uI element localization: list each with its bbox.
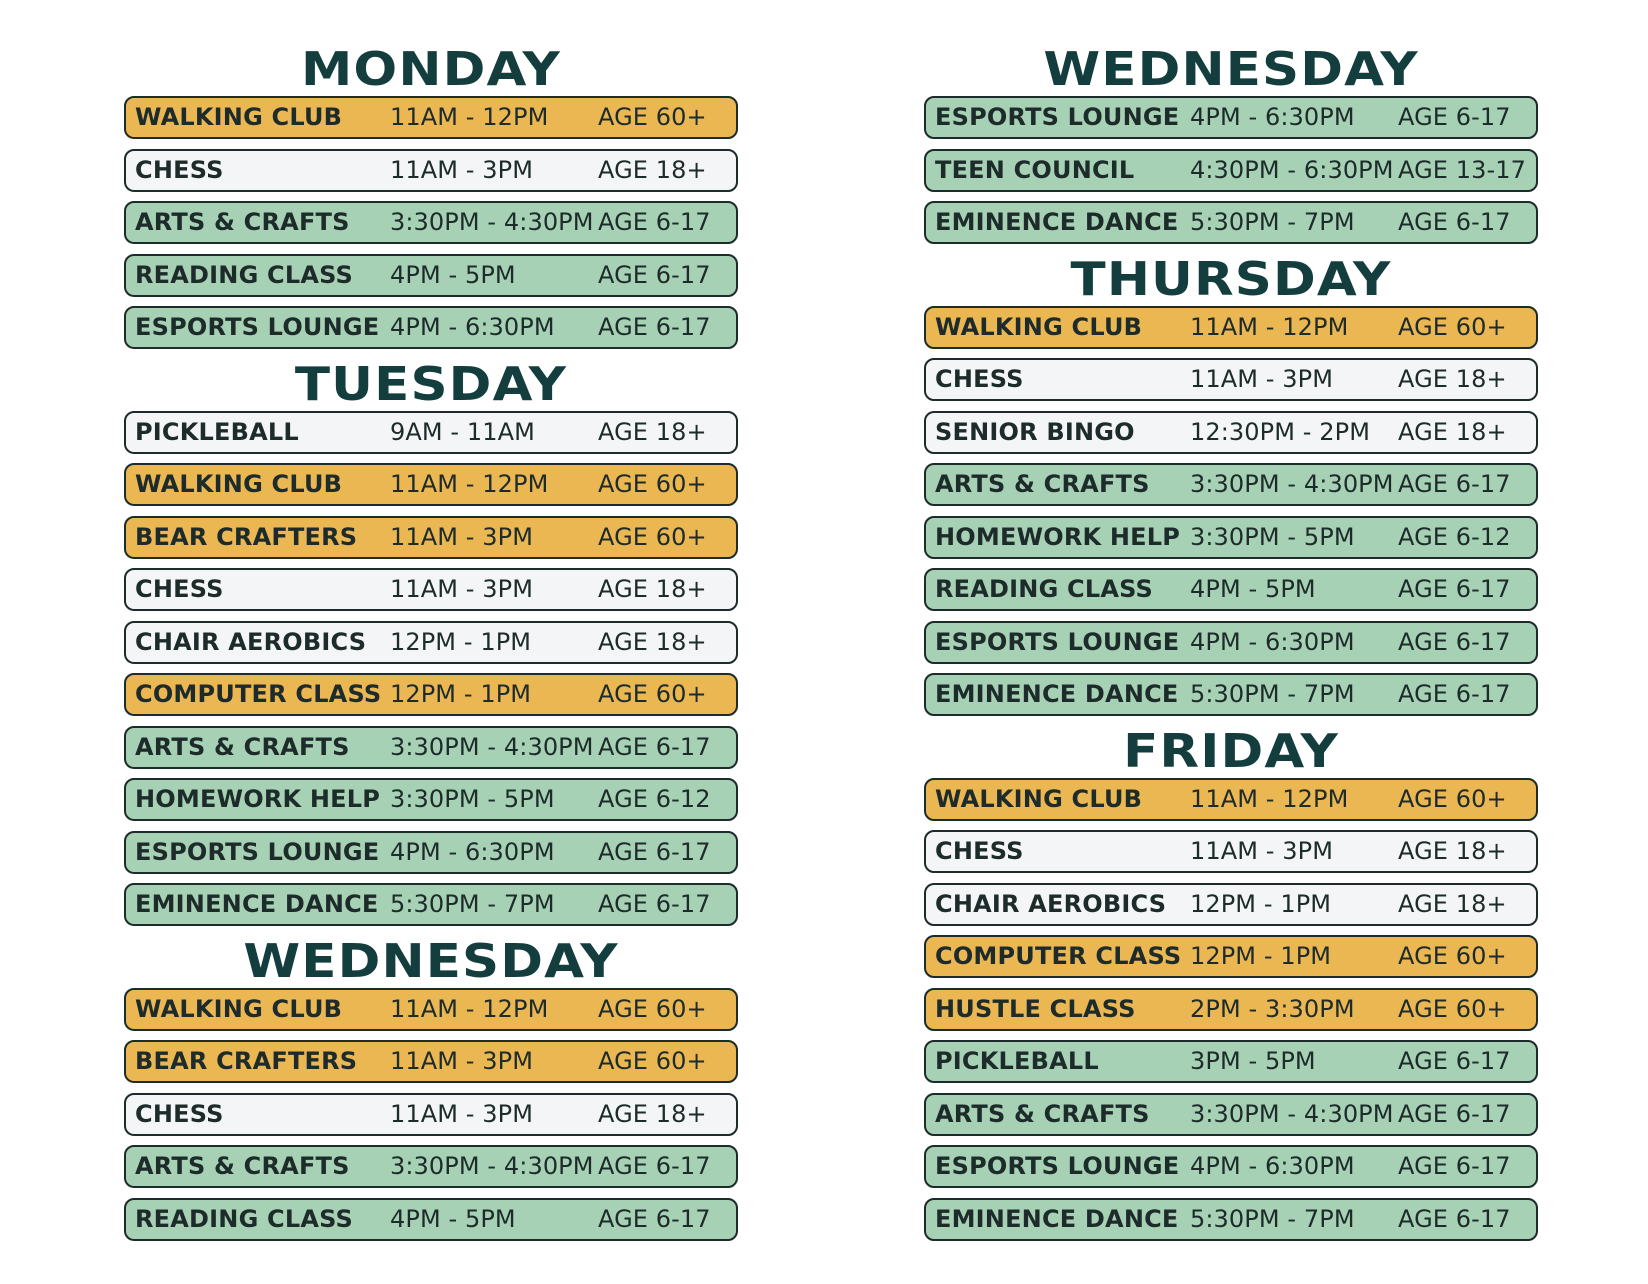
event-list	[124, 96, 738, 349]
event-age: AGE 6-17	[1398, 680, 1511, 708]
event-age: AGE 6-17	[1398, 627, 1511, 656]
event-age: AGE 18+	[598, 155, 707, 184]
event-name: ESPORTS LOUNGE	[135, 837, 380, 866]
event-time: 11AM - 3PM	[390, 1099, 534, 1128]
event-name: READING CLASS	[135, 260, 354, 289]
event-row	[924, 778, 1538, 821]
event-age: AGE 6-12	[1398, 522, 1511, 551]
event-age: AGE 60+	[598, 994, 707, 1023]
event-name: HOMEWORK HELP	[935, 522, 1181, 551]
event-time: 11AM - 12PM	[390, 470, 549, 498]
event-age: AGE 18+	[1398, 417, 1507, 446]
event-age: AGE 60+	[1398, 942, 1507, 970]
event-row	[124, 201, 738, 244]
schedule-column-right	[924, 44, 1538, 1250]
event-name: WALKING CLUB	[935, 312, 1143, 341]
day-section	[124, 356, 738, 927]
event-time: 3:30PM - 5PM	[1190, 522, 1355, 551]
event-time: 11AM - 3PM	[1190, 365, 1334, 393]
event-time: 11AM - 3PM	[390, 575, 534, 603]
event-age: AGE 6-17	[598, 1204, 711, 1233]
event-age: AGE 60+	[598, 103, 707, 131]
event-age: AGE 6-17	[598, 313, 711, 341]
event-name: ESPORTS LOUNGE	[135, 313, 380, 341]
event-name: CHAIR AEROBICS	[135, 627, 367, 656]
event-name: WALKING CLUB	[135, 103, 343, 131]
event-name: CHESS	[935, 837, 1024, 865]
event-time: 11AM - 12PM	[390, 103, 549, 131]
event-row	[924, 673, 1538, 716]
event-list	[124, 988, 738, 1241]
event-age: AGE 60+	[598, 1047, 707, 1075]
event-row	[124, 254, 738, 297]
event-list	[924, 96, 1538, 244]
event-time: 11AM - 3PM	[1190, 837, 1334, 865]
event-row	[124, 673, 738, 716]
event-time: 12PM - 1PM	[390, 627, 532, 656]
event-name: ESPORTS LOUNGE	[935, 1152, 1180, 1180]
event-time: 3:30PM - 4:30PM	[390, 732, 594, 761]
event-age: AGE 6-17	[598, 1152, 711, 1180]
event-row	[124, 621, 738, 664]
event-time: 4PM - 5PM	[1190, 575, 1316, 603]
event-row	[124, 463, 738, 506]
event-time: 4PM - 6:30PM	[1190, 103, 1355, 131]
event-row	[924, 1145, 1538, 1188]
event-age: AGE 18+	[1398, 365, 1507, 393]
event-age: AGE 6-17	[1398, 470, 1511, 498]
event-age: AGE 6-17	[1398, 1152, 1511, 1180]
event-name: ARTS & CRAFTS	[135, 208, 350, 236]
event-row	[924, 1198, 1538, 1241]
event-row	[124, 568, 738, 611]
day-section	[124, 44, 738, 349]
day-section	[924, 44, 1538, 244]
event-age: AGE 6-17	[1398, 1204, 1511, 1233]
day-title: TUESDAY	[294, 356, 568, 411]
day-section	[924, 251, 1538, 717]
event-age: AGE 18+	[598, 1099, 707, 1128]
event-row	[924, 568, 1538, 611]
event-age: AGE 18+	[598, 627, 707, 656]
event-time: 2PM - 3:30PM	[1190, 994, 1355, 1023]
event-row	[924, 830, 1538, 873]
event-name: BEAR CRAFTERS	[135, 522, 358, 551]
event-time: 4PM - 5PM	[390, 260, 516, 289]
event-name: HUSTLE CLASS	[935, 994, 1136, 1023]
event-age: AGE 6-17	[598, 732, 711, 761]
event-row	[124, 1040, 738, 1083]
event-name: WALKING CLUB	[135, 994, 343, 1023]
event-name: COMPUTER CLASS	[135, 680, 382, 708]
event-time: 12PM - 1PM	[1190, 942, 1332, 970]
event-row	[924, 201, 1538, 244]
event-row	[924, 411, 1538, 454]
event-age: AGE 60+	[1398, 784, 1507, 813]
event-row	[124, 1145, 738, 1188]
event-age: AGE 13-17	[1398, 155, 1527, 184]
event-name: BEAR CRAFTERS	[135, 1047, 358, 1075]
event-row	[124, 726, 738, 769]
event-age: AGE 6-17	[598, 260, 711, 289]
event-name: READING CLASS	[135, 1204, 354, 1233]
event-age: AGE 18+	[598, 575, 707, 603]
event-name: EMINENCE DANCE	[935, 208, 1179, 236]
event-name: CHAIR AEROBICS	[935, 889, 1167, 918]
event-age: AGE 60+	[598, 680, 707, 708]
event-age: AGE 60+	[1398, 994, 1507, 1023]
day-title: THURSDAY	[1070, 251, 1392, 306]
event-name: HOMEWORK HELP	[135, 785, 381, 813]
event-time: 3PM - 5PM	[1190, 1047, 1316, 1075]
event-name: PICKLEBALL	[935, 1047, 1099, 1075]
event-time: 5:30PM - 7PM	[390, 890, 555, 918]
event-age: AGE 6-17	[598, 890, 711, 918]
event-time: 11AM - 12PM	[1190, 784, 1349, 813]
day-title: WEDNESDAY	[243, 933, 619, 988]
event-time: 11AM - 12PM	[390, 994, 549, 1023]
event-age: AGE 60+	[598, 522, 707, 551]
event-name: PICKLEBALL	[135, 417, 299, 446]
day-title: MONDAY	[301, 42, 561, 96]
event-time: 11AM - 3PM	[390, 522, 534, 551]
day-title: FRIDAY	[1123, 723, 1339, 778]
event-row	[124, 149, 738, 192]
event-name: CHESS	[935, 365, 1024, 393]
event-time: 3:30PM - 4:30PM	[1190, 470, 1394, 498]
day-section	[124, 933, 738, 1241]
event-row	[924, 1040, 1538, 1083]
event-row	[124, 883, 738, 926]
event-time: 11AM - 3PM	[390, 155, 534, 184]
event-row	[924, 1093, 1538, 1136]
event-row	[924, 883, 1538, 926]
event-row	[924, 621, 1538, 664]
event-list	[924, 778, 1538, 1241]
event-time: 9AM - 11AM	[390, 417, 535, 446]
event-time: 5:30PM - 7PM	[1190, 680, 1355, 708]
event-name: ARTS & CRAFTS	[135, 732, 350, 761]
event-time: 3:30PM - 5PM	[390, 785, 555, 813]
event-age: AGE 6-17	[598, 837, 711, 866]
event-time: 3:30PM - 4:30PM	[390, 1152, 594, 1180]
day-title: WEDNESDAY	[1043, 42, 1419, 96]
event-age: AGE 6-17	[1398, 103, 1511, 131]
event-row	[124, 1198, 738, 1241]
event-time: 4PM - 6:30PM	[390, 837, 555, 866]
event-name: EMINENCE DANCE	[135, 890, 379, 918]
event-name: EMINENCE DANCE	[935, 1204, 1179, 1233]
event-row	[924, 96, 1538, 139]
event-name: WALKING CLUB	[935, 784, 1143, 813]
event-age: AGE 6-17	[1398, 1047, 1511, 1075]
event-row	[924, 358, 1538, 401]
event-row	[124, 411, 738, 454]
event-age: AGE 60+	[1398, 312, 1507, 341]
event-age: AGE 6-12	[598, 785, 711, 813]
event-row	[124, 306, 738, 349]
event-time: 4:30PM - 6:30PM	[1190, 155, 1394, 184]
event-name: ARTS & CRAFTS	[935, 1099, 1150, 1128]
event-name: WALKING CLUB	[135, 470, 343, 498]
day-section	[924, 723, 1538, 1241]
event-name: CHESS	[135, 1099, 224, 1128]
event-time: 4PM - 6:30PM	[1190, 627, 1355, 656]
event-name: CHESS	[135, 575, 224, 603]
schedule-column-left	[124, 44, 738, 1250]
event-row	[924, 149, 1538, 192]
event-row	[924, 935, 1538, 978]
event-age: AGE 6-17	[1398, 575, 1511, 603]
event-time: 11AM - 12PM	[1190, 312, 1349, 341]
event-age: AGE 6-17	[1398, 208, 1511, 236]
event-row	[924, 988, 1538, 1031]
event-name: READING CLASS	[935, 575, 1154, 603]
event-row	[124, 96, 738, 139]
event-time: 12PM - 1PM	[390, 680, 532, 708]
event-time: 5:30PM - 7PM	[1190, 1204, 1355, 1233]
event-age: AGE 18+	[1398, 837, 1507, 865]
event-age: AGE 60+	[598, 470, 707, 498]
event-time: 4PM - 6:30PM	[390, 313, 555, 341]
event-time: 4PM - 5PM	[390, 1204, 516, 1233]
event-name: ESPORTS LOUNGE	[935, 103, 1180, 131]
event-list	[924, 306, 1538, 717]
event-name: ARTS & CRAFTS	[935, 470, 1150, 498]
event-name: SENIOR BINGO	[935, 417, 1135, 446]
event-time: 12PM - 1PM	[1190, 889, 1332, 918]
event-row	[924, 516, 1538, 559]
event-time: 12:30PM - 2PM	[1190, 417, 1371, 446]
event-row	[124, 831, 738, 874]
event-time: 4PM - 6:30PM	[1190, 1152, 1355, 1180]
event-time: 3:30PM - 4:30PM	[390, 208, 594, 236]
event-age: AGE 18+	[1398, 889, 1507, 918]
event-age: AGE 18+	[598, 417, 707, 446]
event-name: EMINENCE DANCE	[935, 680, 1179, 708]
event-row	[924, 306, 1538, 349]
event-list	[124, 411, 738, 927]
event-name: COMPUTER CLASS	[935, 942, 1182, 970]
event-time: 11AM - 3PM	[390, 1047, 534, 1075]
event-age: AGE 6-17	[1398, 1099, 1511, 1128]
event-row	[124, 988, 738, 1031]
event-name: ESPORTS LOUNGE	[935, 627, 1180, 656]
event-row	[924, 463, 1538, 506]
event-time: 3:30PM - 4:30PM	[1190, 1099, 1394, 1128]
event-row	[124, 516, 738, 559]
event-row	[124, 1093, 738, 1136]
event-name: CHESS	[135, 155, 224, 184]
event-name: TEEN COUNCIL	[935, 155, 1135, 184]
event-age: AGE 6-17	[598, 208, 711, 236]
event-time: 5:30PM - 7PM	[1190, 208, 1355, 236]
event-name: ARTS & CRAFTS	[135, 1152, 350, 1180]
event-row	[124, 778, 738, 821]
